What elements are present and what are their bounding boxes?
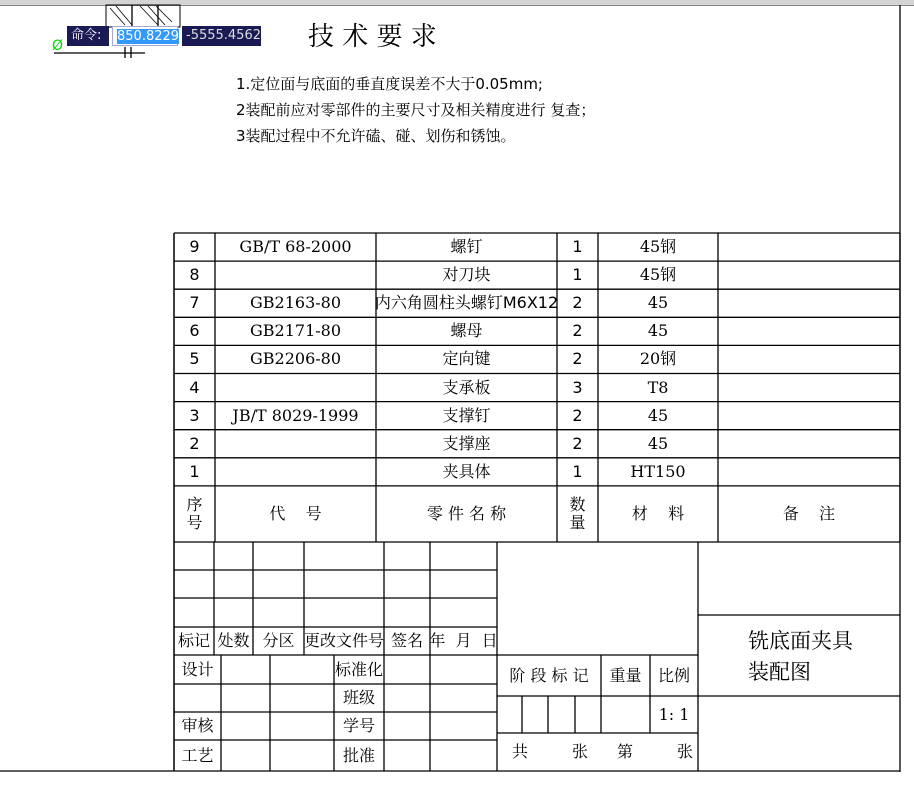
- part-code: [215, 430, 376, 458]
- note-1: 1.定位面与底面的垂直度误差不大于0.05mm;: [236, 75, 543, 93]
- header-name: 零 件 名 称: [426, 503, 507, 523]
- part-qty: 1: [572, 265, 583, 285]
- part-material: 20钢: [639, 349, 677, 369]
- part-name: 支撑座: [442, 433, 491, 453]
- label-standard: 标准化: [334, 659, 383, 679]
- label-process: 工艺: [181, 745, 214, 765]
- drawing-title: [748, 626, 853, 688]
- x-coordinate-input[interactable]: [112, 26, 178, 46]
- part-qty: 1: [572, 461, 583, 481]
- part-name: 螺母: [450, 321, 483, 341]
- part-code: JB/T 8029-1999: [232, 405, 359, 425]
- part-code: [215, 374, 376, 402]
- revision-header: 处数: [217, 631, 250, 650]
- part-qty: 2: [572, 405, 583, 425]
- part-name: 对刀块: [442, 265, 491, 285]
- label-design: 设计: [181, 659, 214, 679]
- part-no: 4: [189, 377, 200, 397]
- note-2: 2装配前应对零部件的主要尺寸及相关精度进行 复查；: [236, 101, 596, 119]
- part-code: GB/T 68-2000: [239, 237, 352, 257]
- header-material: 材 料: [631, 503, 685, 523]
- dimension-diameter: Ø: [52, 38, 64, 54]
- part-name: 支撑钉: [442, 405, 491, 425]
- part-material: 45钢: [639, 237, 677, 257]
- drawing-title-line2: 装配图: [748, 660, 811, 684]
- part-qty: 2: [572, 321, 583, 341]
- y-coordinate-input[interactable]: -5555.4562: [182, 26, 261, 46]
- part-material: 45: [647, 405, 669, 425]
- revision-header: 标记: [177, 631, 210, 650]
- sheets-total-label: 共: [511, 742, 528, 761]
- part-code: [215, 261, 376, 289]
- part-qty: 2: [572, 433, 583, 453]
- label-approve: 批准: [342, 745, 375, 765]
- sheets-label: 张: [571, 742, 588, 761]
- header-no: 序 号: [186, 494, 203, 532]
- label-student-no: 学号: [342, 716, 375, 735]
- label-review: 审核: [181, 716, 214, 735]
- part-qty: 2: [572, 293, 583, 313]
- revision-header: 签名: [390, 631, 423, 650]
- revision-header: 分区: [262, 631, 295, 650]
- revision-header: 更改文件号: [304, 631, 385, 650]
- part-no: 9: [189, 237, 200, 257]
- part-material: HT150: [630, 461, 686, 481]
- header-remark: 备 注: [782, 503, 836, 523]
- note-3: 3装配过程中不允许磕、碰、划伤和锈蚀。: [236, 127, 516, 145]
- part-name: 夹具体: [442, 461, 491, 481]
- part-qty: 3: [572, 377, 583, 397]
- part-qty: 1: [572, 237, 583, 257]
- part-name: 定向键: [442, 349, 491, 369]
- part-material: 45: [647, 321, 669, 341]
- x-value: 850.8229: [117, 29, 180, 44]
- part-name: 内六角圆柱头螺钉M6X12: [374, 293, 559, 313]
- weight-label: 重量: [609, 665, 642, 685]
- part-material: 45: [647, 293, 669, 313]
- header-code: 代 号: [269, 503, 322, 523]
- part-material: 45: [647, 433, 669, 453]
- stage-label: 阶 段 标 记: [509, 665, 589, 685]
- part-no: 1: [189, 461, 200, 481]
- part-no: 6: [189, 321, 200, 341]
- tech-requirements-title: 技 术 要 求: [308, 22, 437, 52]
- revision-header: 年 月 日: [429, 631, 498, 650]
- part-no: 7: [189, 293, 200, 313]
- part-no: 8: [189, 265, 200, 285]
- scale-label: 比例: [657, 665, 690, 685]
- part-code: GB2163-80: [249, 293, 342, 313]
- sheet-no-label: 第: [616, 742, 633, 761]
- part-code: [215, 458, 376, 486]
- part-qty: 2: [572, 349, 583, 369]
- part-name: 支承板: [442, 377, 491, 397]
- part-code: GB2206-80: [249, 349, 342, 369]
- part-material: 45钢: [639, 265, 677, 285]
- label-class: 班级: [342, 688, 375, 707]
- command-label: 命令:: [67, 26, 109, 46]
- part-code: GB2171-80: [249, 321, 342, 341]
- part-name: 螺钉: [450, 237, 483, 257]
- scale-value: 1: 1: [658, 704, 690, 724]
- header-qty: 数 量: [569, 494, 586, 532]
- part-no: 2: [189, 433, 200, 453]
- sheets-label-2: 张: [676, 742, 693, 761]
- part-material: T8: [647, 377, 669, 397]
- drawing-title-line1: 铣底面夹具: [748, 629, 853, 653]
- part-no: 5: [189, 349, 200, 369]
- part-no: 3: [189, 405, 200, 425]
